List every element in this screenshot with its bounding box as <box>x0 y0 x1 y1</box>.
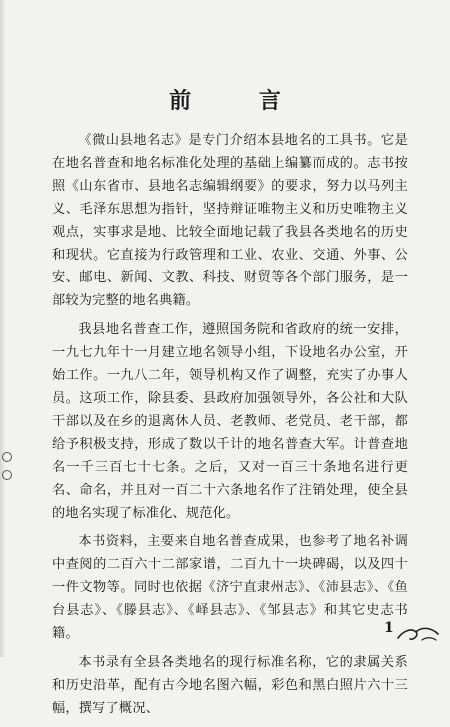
binding-hole-mark <box>2 452 12 462</box>
paragraph: 本书录有全县各类地名的现行标准名称，它的隶属关系和历史沿革，配有古今地名图六幅，彩色和黑白照片六十三幅，撰写了概况、 <box>52 654 408 716</box>
page-number: 1 <box>384 620 394 636</box>
paragraph: 《微山县地名志》是专门介绍本县地名的工具书。它是在地名普查和地名标准化处理的基础上编纂而成的。志书按照《山东省市、县地名志编辑纲要》的要求，努力以马列主义、毛泽东思想为指针，坚持辩证唯物主义和历史唯物主义观点，实事求是地、比较全面地记载了我县各类地名的历史和现状。它直接为行政管理和工业、农业、交通、外事、公安、邮电、新闻、文教、科技、财贸等各个部门服务，是一部较为完整的地名典籍。 <box>52 133 408 309</box>
binding-hole-mark <box>2 470 12 480</box>
body-text <box>52 130 408 727</box>
paragraph: 本书资料，主要来自地名普查成果，也参考了地名补调中查阅的二百六十二部家谱，二百九十一块碑碣，以及四十一件文物等。同时也依据《济宁直隶州志》、《沛县志》、《鱼台县志》、《滕县志》、《峄县志》、《邹县志》和其它史志书籍。 <box>52 534 408 642</box>
page-title: 前 言 <box>169 89 311 114</box>
paragraph: 我县地名普查工作，遵照国务院和省政府的统一安排，一九七九年十一月建立地名领导小组，下设地名办公室，开始工作。一九八二年，领导机构又作了调整，充实了办事人员。这项工作，除县委、县政府加强领导外，各公社和大队干部以及在乡的退离休人员、老教师、老党员、老干部，都给予积极支持，形成了数以千计的地名普查大军。计普查地名一千三百七十七条。之后，又对一百三十条地名进行更名、命名，并且对一百二十六条地名作了注销处理，使全县的地名实现了标准化、规范化。 <box>52 322 408 521</box>
handwritten-scribble-icon <box>392 618 444 648</box>
